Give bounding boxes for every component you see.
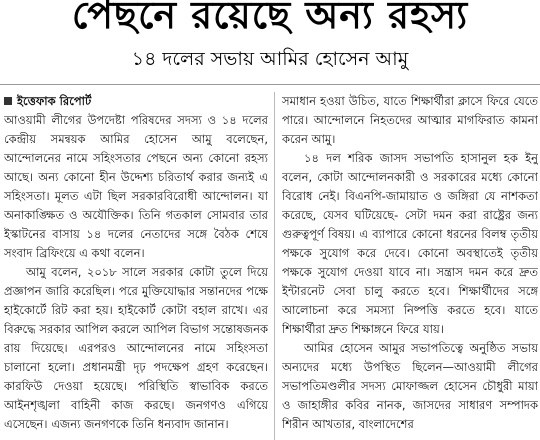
headline: পেছনে রয়েছে অন্য রহস্য — [71, 0, 469, 37]
right-column — [282, 92, 538, 440]
header-rule — [0, 84, 540, 85]
article-paragraph: সমাধান হওয়া উচিত, যাতে শিক্ষার্থীরা ক্লাসে ফিরে যেতে পারে। আন্দোলনে নিহতদের আত্মার মাগফিরাত কামনা করেন আমু। — [282, 94, 538, 146]
byline — [4, 92, 268, 111]
column-divider — [274, 92, 275, 440]
square-bullet-icon — [4, 97, 12, 105]
article-paragraph: আমু বলেন, ২০১৮ সালে সরকার কোটা তুলে দিয়ে প্রজ্ঞাপন জারি করেছিল। পরে মুক্তিযোদ্ধার সন্তানদের পক্ষে হাইকোর্টে রিট করা হয়। হাইকোর্ট কোটা বহাল রাখে। এর বিরুদ্ধে সরকার আপিল করলে আপিল বিভাগ সন্তোষজনক রায় দিয়েছে। এরপরও আন্দোলনের নামে সহিংসতা চালানো হলো। প্রধানমন্ত্রী দৃঢ় পদক্ষেপ গ্রহণ করেছেন। কারফিউ দেওয়া হয়েছে। পরিস্থিতি স্বাভাবিক করতে আইনশৃঙ্খলা বাহিনী কাজ করছে। জনগণও এগিয়ে এসেছেন। এজন্য জনগণকে তিনি ধন্যবাদ জানান। — [4, 265, 268, 431]
left-column — [4, 92, 268, 440]
article-paragraph: ১৪ দল শরিক জাসদ সভাপতি হাসানুল হক ইনু বলেন, কোটা আন্দোলনকারী ও সরকারের মধ্যে কোনো বিরোধ নেই। বিএনপি-জামায়াত ও জঙ্গিরা যে নাশকতা করেছে, যেসব ঘটিয়েছে- সেটা দমন করা রাষ্ট্রের জন্য গুরুত্বপূর্ণ বিষয়। এ ব্যাপারে কোনো ধরনের বিলম্ব তৃতীয় পক্ষকে সুযোগ করে দেবে। কোনো অবস্থাতেই তৃতীয় পক্ষকে সুযোগ দেওয়া যাবে না। সন্ত্রাস দমন করে দ্রুত ইন্টারনেট সেবা চালু করতে হবে। শিক্ষার্থীদের সঙ্গে আলোচনা করে সমস্যা নিষ্পত্তি করতে হবে। যাতে শিক্ষার্থীরা দ্রুত শিক্ষাঙ্গনে ফিরে যায়। — [282, 151, 538, 336]
article-paragraph: আওয়ামী লীগের উপদেষ্টা পরিষদের সদস্য ও ১৪ দলের কেন্দ্রীয় সমন্বয়ক আমির হোসেন আমু বলেছেন, আন্দোলনের নামে সহিংসতার পেছনে অন্য কোনো রহস্য আছে। অন্য কোনো হীন উদ্দেশ্য চরিতার্থ করার জন্যই এ সহিংসতা। মূলত এটা ছিল সরকারবিরোধী আন্দোলন। যা অনাকাঙ্ক্ষিত ও অযৌক্তিক। তিনি গতকাল সোমবার তার ইস্কাটনের বাসায় ১৪ দলের নেতাদের সঙ্গে বৈঠক শেষে সংবাদ ব্রিফিংয়ে এ কথা বলেন। — [4, 113, 268, 260]
subheadline: ১৪ দলের সভায় আমির হোসেন আমু — [131, 48, 409, 70]
byline-text: ইত্তেফাক রিপোর্ট — [17, 94, 92, 108]
article-paragraph: আমির হোসেন আমুর সভাপতিত্বে অনুষ্ঠিত সভায় অন্যদের মধ্যে উপস্থিত ছিলেন—আওয়ামী লীগের সভাপতিমণ্ডলীর সদস্য মোফাজ্জল হোসেন চৌধুরী মায়া ও জাহাঙ্গীর কবির নানক, জাসদের সাধারণ সম্পাদক শিরীন আখতার, বাংলাদেশের — [282, 341, 538, 431]
